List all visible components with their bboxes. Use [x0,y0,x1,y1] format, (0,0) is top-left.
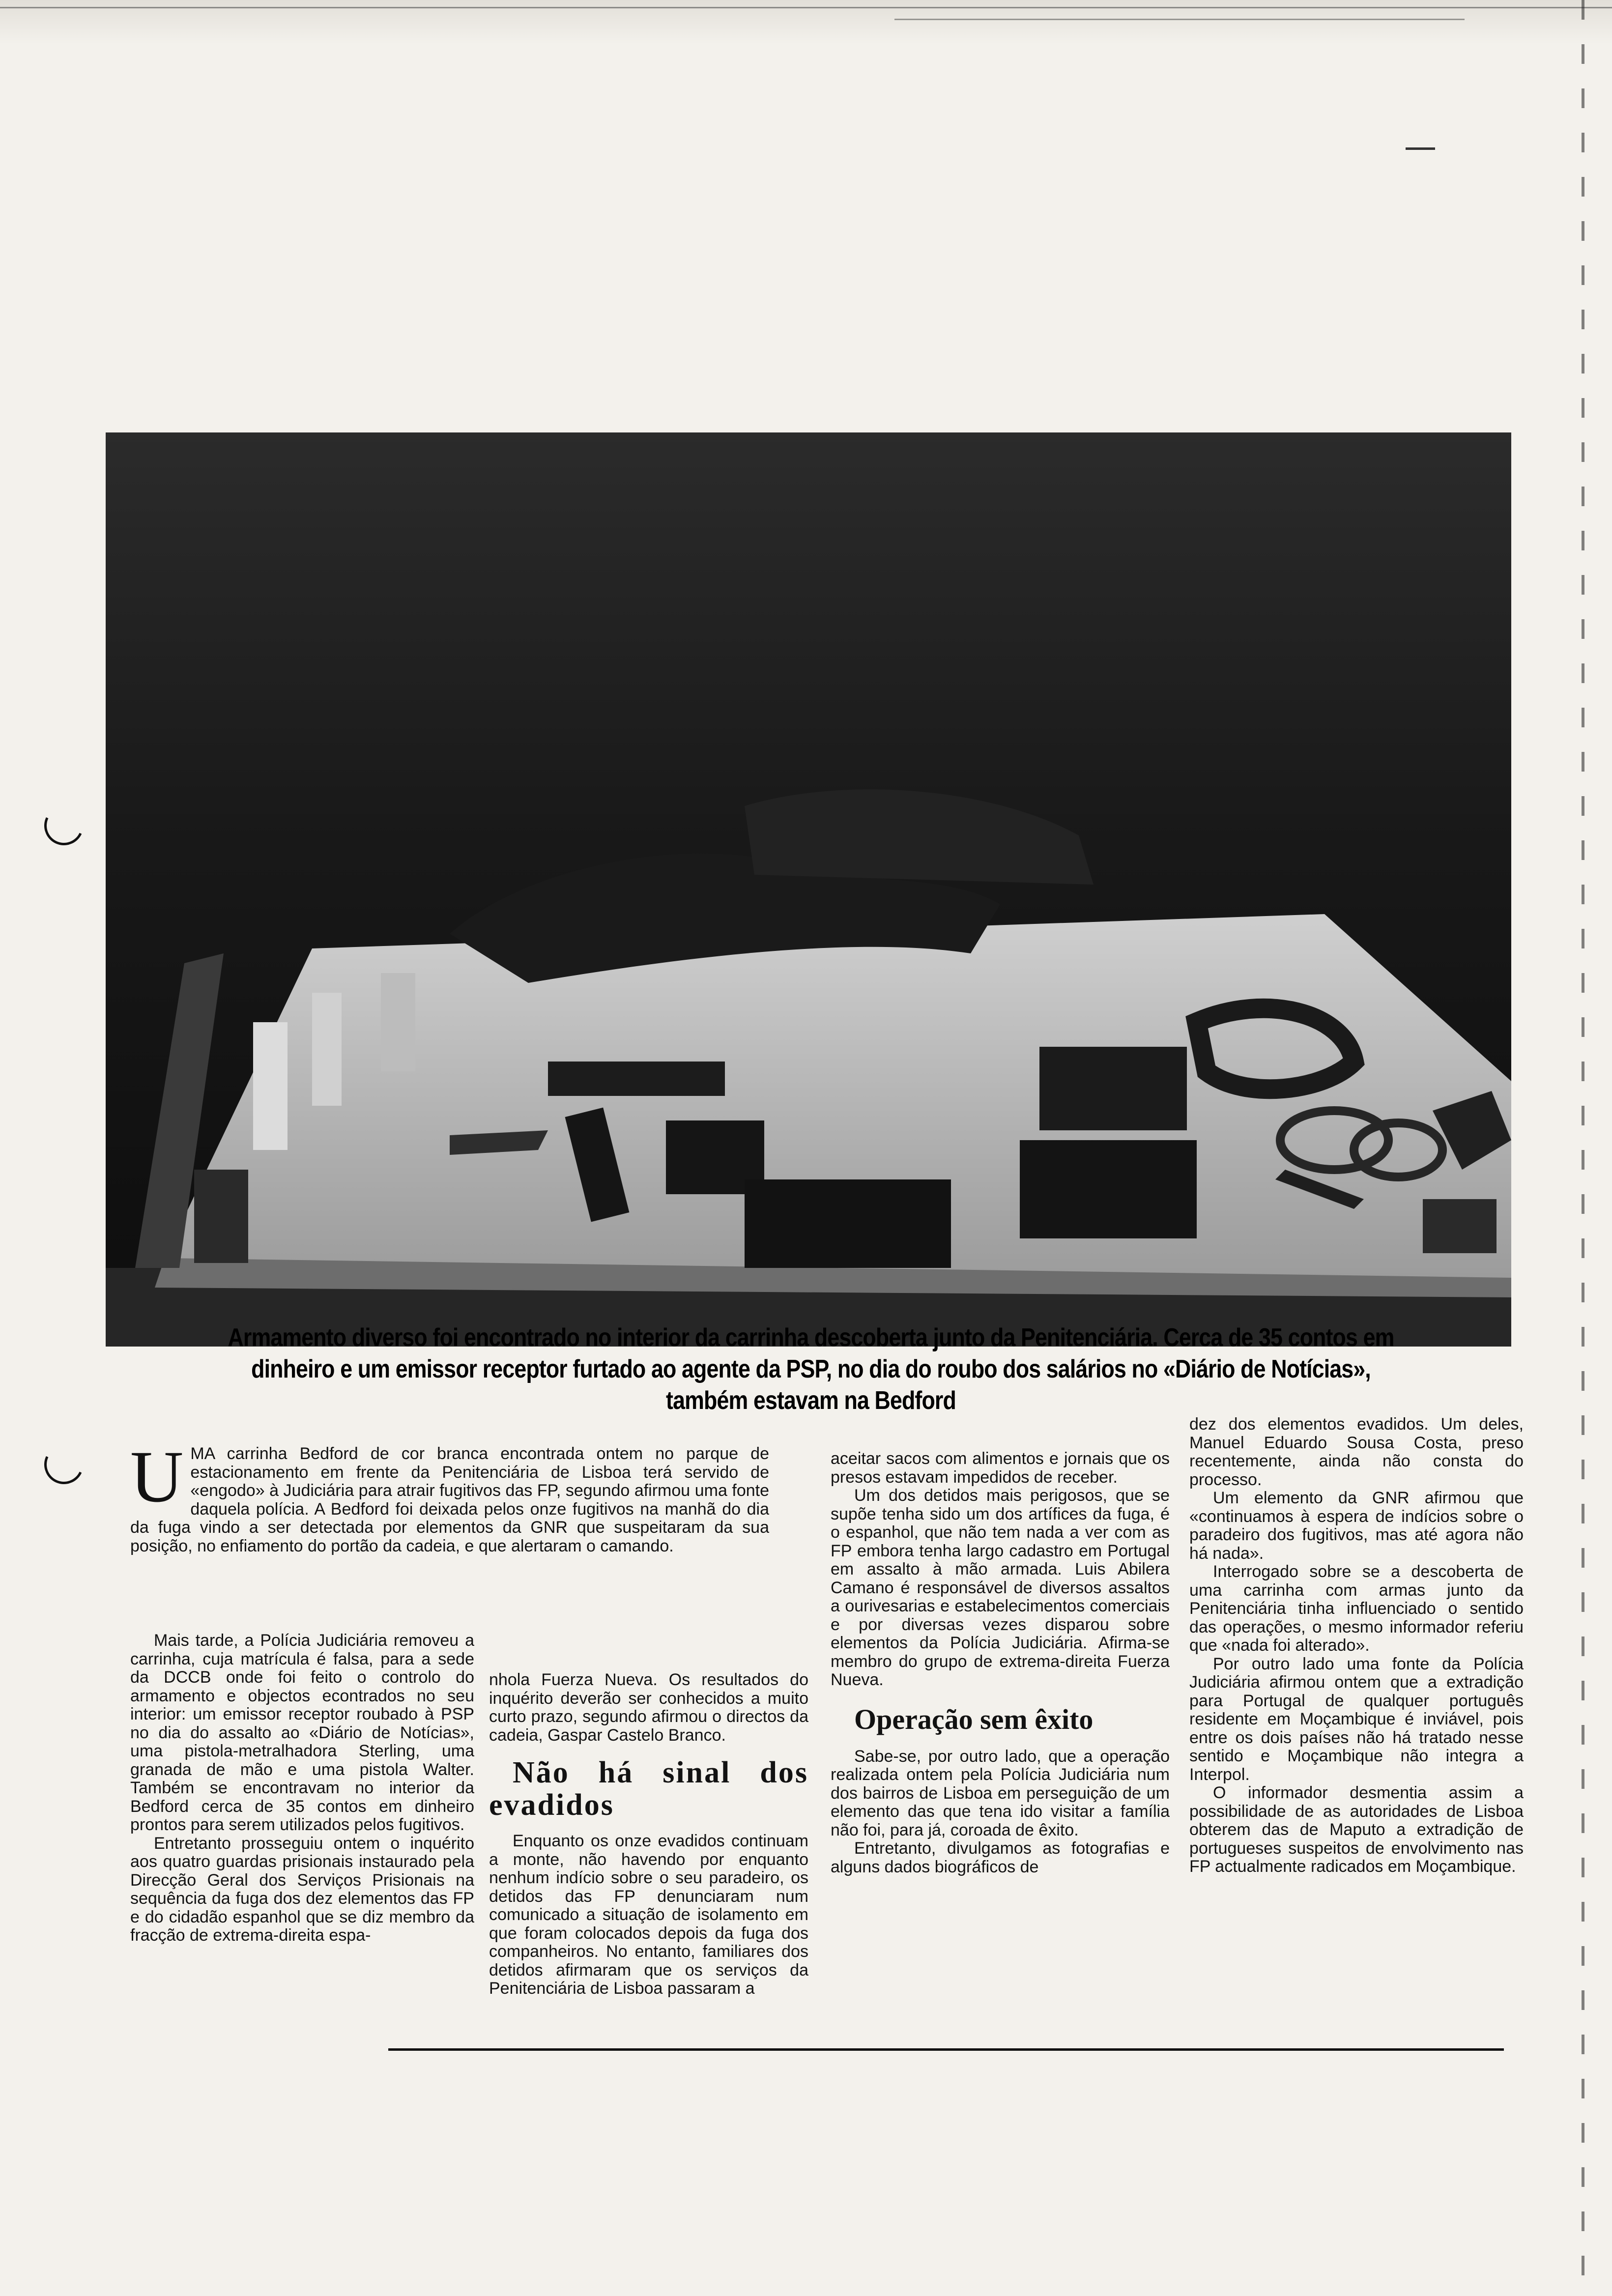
drop-cap: U [130,1436,184,1518]
paragraph: dez dos elementos evadidos. Um deles, Manuel Eduardo Sousa Costa, preso recentemente, ainda não consta do processo. [1189,1415,1524,1489]
paragraph: O informador desmentia assim a possibilidade de as autoridades de Lisboa obterem das de Maputo a extradição de portugueses suspeitos de envolvimento nas FP actualmente radicados em Moçambique. [1189,1783,1524,1876]
paragraph: aceitar sacos com alimentos e jornais que os presos estavam impedidos de receber. [831,1449,1170,1487]
article-column-3 [831,1450,1170,1876]
article-column-1 [130,1436,769,1555]
paragraph: nhola Fuerza Nueva. Os resultados do inquérito deverão ser conhecidos a muito curto prazo, segundo afirmou o directos da cadeia, Gaspar Castelo Branco. [489,1670,808,1745]
paragraph: Enquanto os onze evadidos continuam a monte, não havendo por enquanto nenhum indício sobre o seu paradeiro, os detidos das FP denunciaram num comunicado a situação de isolamento em que foram colocados depois da fuga dos companheiros. No entanto, familiares dos detidos afirmaram que os serviços da Penitenciária de Lisboa passaram a [489,1832,808,1998]
lead-paragraph [130,1436,769,1555]
paragraph: Um dos detidos mais perigosos, que se supõe tenha sido um dos artífices da fuga, é o espanhol, que não tem nada a ver com as FP embora tenha largo cadastro em Portugal em assalto à mão armada. Luis Abilera Camano é responsável de diversos assaltos a ourivesarias e estabelecimentos comerciais e por diversas vezes disparou sobre elementos da Polícia Judiciária. Afirma-se membro do grupo de extrema-direita Fuerza Nueva. [831,1486,1170,1689]
news-photo [106,432,1511,1347]
punch-hole-mark [39,801,89,851]
photo-illustration [106,432,1511,1347]
lead-text: MA carrinha Bedford de cor branca encontrada ontem no parque de estacionamento em frente da Penitenciária de Lisboa terá servido de «engodo» à Judiciária para atrair fugitivos das FP, segundo afirmou uma fonte daquela polícia. A Bedford foi deixada pelos onze fugitivos na manhã do dia da fuga vindo a ser detectada por elementos da GNR que suspeitaram da sua posição, no enfiamento do portão da cadeia, e que alertaram o camando. [130,1444,769,1555]
scan-dash [1406,147,1435,150]
scan-top-line [0,7,1612,8]
scan-right-edge [1582,0,1584,2296]
paragraph: Interrogado sobre se a descoberta de uma carrinha com armas junto da Penitenciária tinha influenciado o sentido das operações, o mesmo informador referiu que «nada foi alterado». [1189,1562,1524,1655]
paragraph: Por outro lado uma fonte da Polícia Judiciária afirmou ontem que a extradição para Portugal de qualquer português residente em Moçambique é inviável, pois entre os dois países não há tratado nesse sentido e Moçambique não integra a Interpol. [1189,1654,1524,1784]
article-column-4 [1189,1415,1524,1876]
article-column-2 [489,1671,808,1998]
section-heading: Operação sem êxito [854,1703,1094,1735]
paragraph: Um elemento da GNR afirmou que «continuamos à espera de indícios sobre o paradeiro dos fugitivos, mas até agora não há nada». [1189,1489,1524,1563]
paragraph: Entretanto, divulgamos as fotografias e alguns dados biográficos de [831,1839,1170,1876]
paragraph: Sabe-se, por outro lado, que a operação realizada ontem pela Polícia Judiciária num dos bairros de Lisboa em perseguição de um elemento das que tena ido visitar a família não foi, para já, coroada de êxito. [831,1747,1170,1839]
section-heading: Não há sinal dos evadidos [489,1756,808,1822]
punch-hole-mark [39,1439,89,1490]
article-column-1b [130,1632,474,1945]
photo-caption: Armamento diverso foi encontrado no interior da carrinha descoberta junto da Penitenciária. Cerca de 35 contos em dinheiro e um emissor receptor furtado ao agente da PSP, no dia do roubo dos salários no «Diário de Notícias», também estavam na Bedford [228,1323,1394,1415]
paragraph: Entretanto prosseguiu ontem o inquérito aos quatro guardas prisionais instaurado pela Direcção Geral dos Serviços Prisionais na sequência da fuga dos dez elementos das FP e do cidadão espanhol que se diz membro da fracção de extrema-direita espa- [130,1834,474,1945]
scan-dash [894,19,1465,20]
paragraph: Mais tarde, a Polícia Judiciária removeu a carrinha, cuja matrícula é falsa, para a sede da DCCB onde foi feito o controlo do armamento e objectos econtrados no seu interior: um emissor receptor roubado à PSP no dia do assalto ao «Diário de Notícias», uma pistola-metralhadora Sterling, uma granada de mão e uma pistola Walter. Também se encontravam no interior da Bedford cerca de 35 contos em dinheiro prontos para serem utilizados pelos fugitivos. [130,1631,474,1834]
bottom-rule [388,2048,1504,2051]
